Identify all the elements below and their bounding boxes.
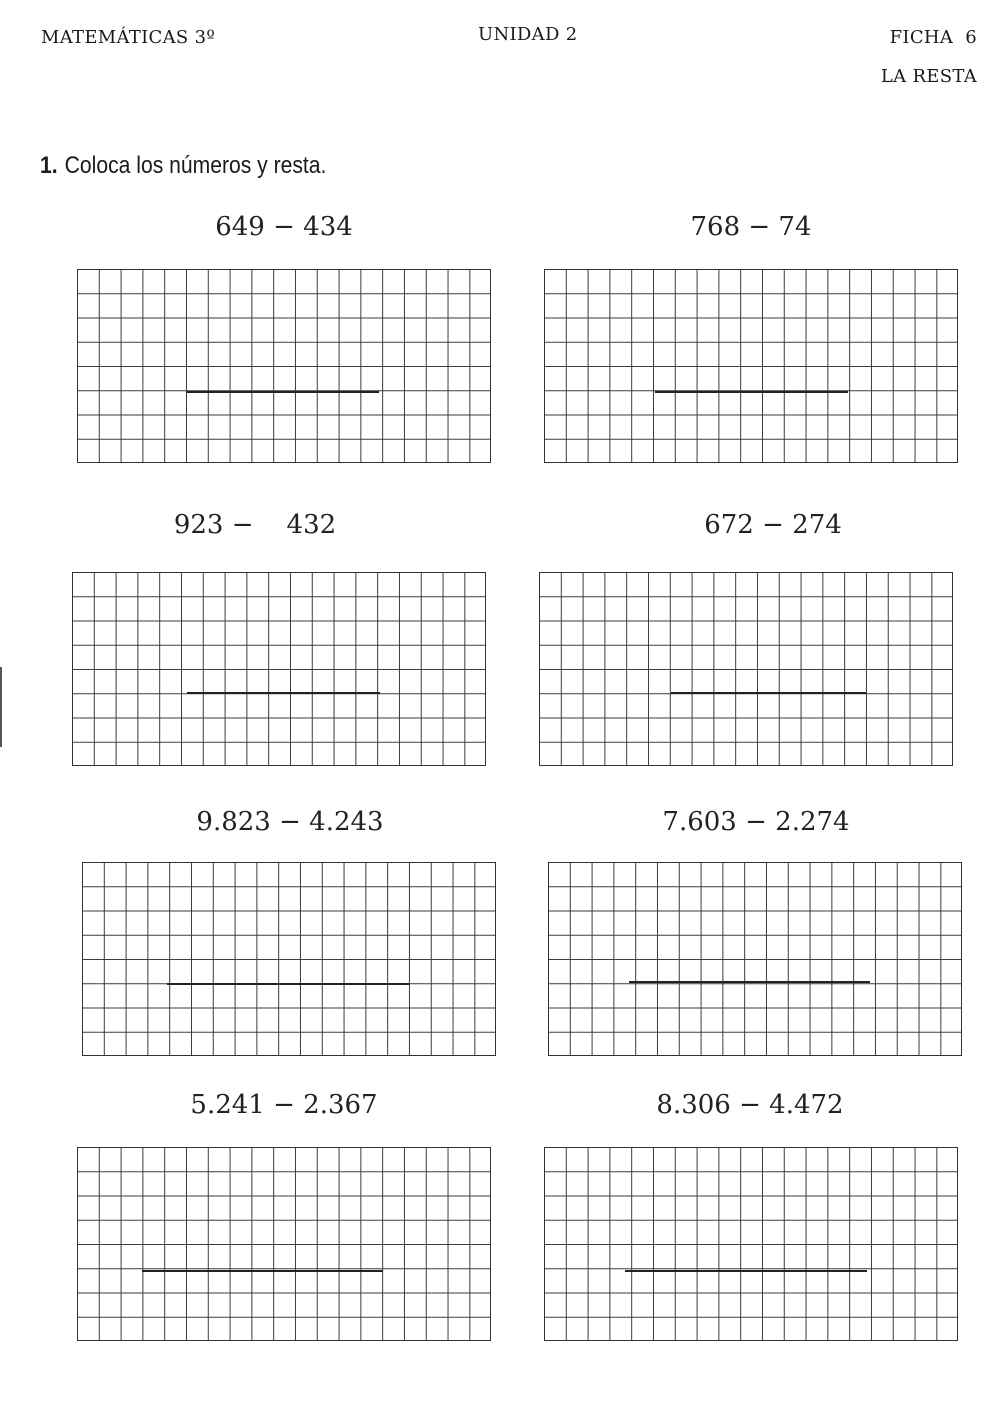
result-line	[187, 692, 380, 694]
sheet-number-label: FICHA 6	[889, 27, 977, 48]
subtraction-expression: 8.306 − 4.472	[656, 1090, 844, 1120]
result-line	[671, 692, 866, 694]
answer-grid[interactable]	[82, 862, 496, 1056]
answer-grid[interactable]	[77, 1147, 491, 1341]
answer-grid[interactable]	[544, 269, 958, 463]
subtraction-expression: 7.603 − 2.274	[662, 807, 850, 837]
subtraction-expression: 9.823 − 4.243	[196, 807, 384, 837]
margin-mark	[0, 667, 2, 747]
result-line	[187, 391, 379, 393]
answer-grid[interactable]	[77, 269, 491, 463]
subtraction-expression: 672 − 274	[704, 510, 842, 540]
subtraction-expression: 768 − 74	[690, 212, 812, 242]
exercise-number: 1.	[40, 152, 58, 179]
result-line	[142, 1270, 383, 1272]
subtraction-expression: 5.241 − 2.367	[190, 1090, 378, 1120]
unit-label: UNIDAD 2	[478, 24, 578, 45]
answer-grid[interactable]	[72, 572, 486, 766]
subject-label: MATEMÁTICAS 3º	[41, 27, 216, 48]
result-line	[167, 983, 409, 985]
result-line	[655, 391, 848, 393]
result-line	[625, 1270, 867, 1272]
subtraction-expression: 649 − 434	[215, 212, 353, 242]
subtraction-expression: 923 − 432	[173, 510, 337, 540]
answer-grid[interactable]	[539, 572, 953, 766]
instruction-text: Coloca los números y resta.	[64, 152, 327, 179]
topic-label: LA RESTA	[880, 66, 977, 87]
answer-grid[interactable]	[548, 862, 962, 1056]
result-line	[629, 981, 870, 983]
answer-grid[interactable]	[544, 1147, 958, 1341]
exercise-instruction	[40, 152, 326, 180]
